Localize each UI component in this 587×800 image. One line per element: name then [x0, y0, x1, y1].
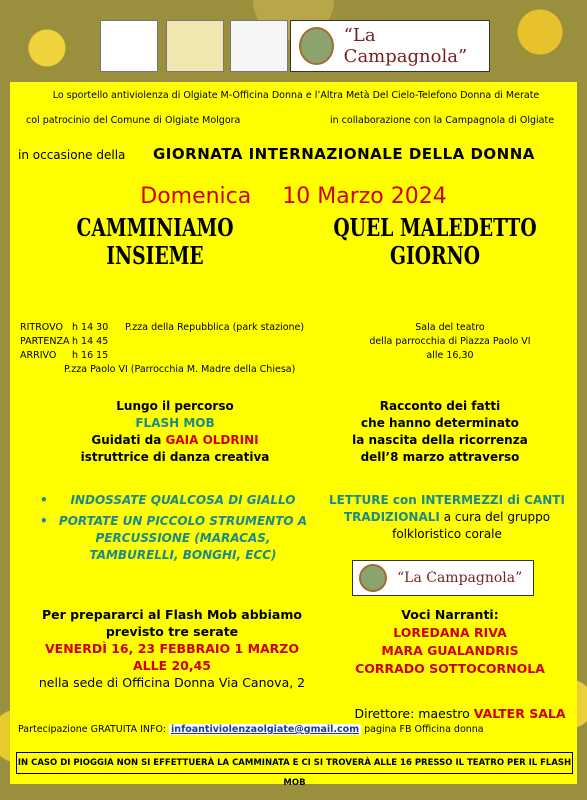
title-left-line1: CAMMINIAMO [76, 213, 234, 242]
comune-crest-logo [230, 20, 288, 72]
title-right-line1: QUEL MALEDETTO [333, 213, 537, 242]
flash-mob-block [50, 398, 300, 466]
campagnola-logo-text: “La Campagnola” [343, 25, 468, 67]
moon-logo [166, 20, 224, 72]
percorso-text: Lungo il percorso [116, 399, 234, 413]
occasione-text: in occasione della [18, 148, 126, 162]
partenza-label: PARTENZA [20, 336, 70, 347]
giornata-title: GIORNATA INTERNAZIONALE DELLA DONNA [153, 145, 535, 163]
walk-schedule [20, 321, 305, 375]
patrocinio-line: col patrocinio del Comune di Olgiate Molgora [26, 115, 241, 126]
collaborazione-line: in collaborazione con la Campagnola di Olgiate [330, 115, 555, 126]
prep-line1: Per prepararci al Flash Mob abbiamo [42, 607, 302, 622]
venue-line1: Sala del teatro [415, 322, 485, 333]
racconto-line1: Racconto dei fatti [379, 399, 501, 413]
campagnola-emblem-icon [299, 27, 334, 65]
organizers-line: Lo sportello antiviolenza di Olgiate M-Officina Donna e l’Altra Metà Del Cielo-Telefono Donna di Merate [52, 90, 540, 101]
direttore-line [340, 706, 580, 721]
campagnola-logo-text: “La Campagnola” [397, 570, 523, 586]
email-link[interactable]: infoantiviolenzaolgiate@gmail.com [171, 724, 360, 735]
guidati-text: Guidati da [91, 433, 162, 447]
officina-donna-logo [100, 20, 158, 72]
list-item: • PORTATE UN PICCOLO STRUMENTO A PERCUSSIONE (MARACAS, TAMBURELLI, BONGHI, ECC) [40, 513, 310, 564]
theatre-venue [330, 321, 570, 363]
partenza-time: h 14 45 [72, 336, 109, 347]
campagnola-emblem-icon [359, 564, 387, 592]
venue-line2: della parrocchia di Piazza Paolo VI [369, 336, 531, 347]
la-campagnola-logo-small [352, 560, 534, 596]
guide-role: istruttrice di danza creativa [80, 450, 270, 464]
racconto-line4: dell’8 marzo attraverso [360, 450, 520, 464]
racconto-block [320, 398, 560, 466]
la-campagnola-logo [290, 20, 490, 72]
racconto-line3: la nascita della ricorrenza [352, 433, 528, 447]
title-right-line2: GIORNO [389, 241, 481, 270]
date-day: Domenica [140, 184, 252, 209]
ritrovo-place: P.zza della Repubblica (park stazione) [125, 322, 305, 333]
title-maledetto [330, 214, 541, 270]
prep-dates: VENERDÌ 16, 23 FEBBRAIO 1 MARZO [45, 641, 299, 656]
flash-mob-text: FLASH MOB [135, 416, 215, 430]
narrator-name: CORRADO SOTTOCORNOLA [355, 661, 545, 676]
title-left-line2: INSIEME [106, 241, 204, 270]
title-camminiamo [50, 214, 261, 270]
rain-warning: IN CASO DI PIOGGIA NON SI EFFETTUERÀ LA CAMMINATA E CI SI TROVERÀ ALLE 16 PRESSO IL TEATRO PER IL FLASH MOB [16, 752, 573, 774]
ritrovo-label: RITROVO [20, 322, 63, 333]
racconto-line2: che hanno determinato [361, 416, 519, 430]
arrivo-label: ARRIVO [20, 350, 57, 361]
direttore-label: Direttore: maestro [354, 706, 470, 721]
info-footer [18, 724, 578, 735]
guide-name: GAIA OLDRINI [165, 433, 259, 447]
prep-block [22, 606, 322, 691]
ritrovo-time: h 14 30 [72, 322, 109, 333]
narrator-name: MARA GUALANDRIS [381, 643, 519, 658]
prep-location: nella sede di Officina Donna Via Canova, 2 [38, 675, 306, 690]
prep-line2: previsto tre serate [105, 624, 239, 639]
date-number: 10 Marzo 2024 [282, 184, 447, 209]
event-date [0, 184, 587, 209]
voci-narranti [330, 606, 570, 678]
narrator-name: LOREDANA RIVA [393, 625, 507, 640]
letture-block [322, 492, 572, 543]
letture-desc: a cura del gruppo folkloristico corale [392, 510, 551, 541]
instructions-list [40, 492, 310, 564]
arrivo-place: P.zza Paolo VI (Parrocchia M. Madre della Chiesa) [64, 364, 296, 375]
arrivo-time: h 16 15 [72, 350, 109, 361]
letture-title: LETTURE con INTERMEZZI di CANTI TRADIZIONALI [329, 493, 565, 524]
facebook-page-text: pagina FB Officina donna [364, 724, 484, 735]
voci-heading: Voci Narranti: [401, 607, 499, 622]
prep-time: ALLE 20,45 [132, 658, 212, 673]
partecipazione-text: Partecipazione GRATUITA INFO: [18, 724, 167, 735]
venue-line3: alle 16,30 [426, 350, 474, 361]
list-item: • INDOSSATE QUALCOSA DI GIALLO [40, 492, 310, 509]
logo-row [100, 12, 500, 72]
direttore-name: VALTER SALA [473, 706, 566, 721]
